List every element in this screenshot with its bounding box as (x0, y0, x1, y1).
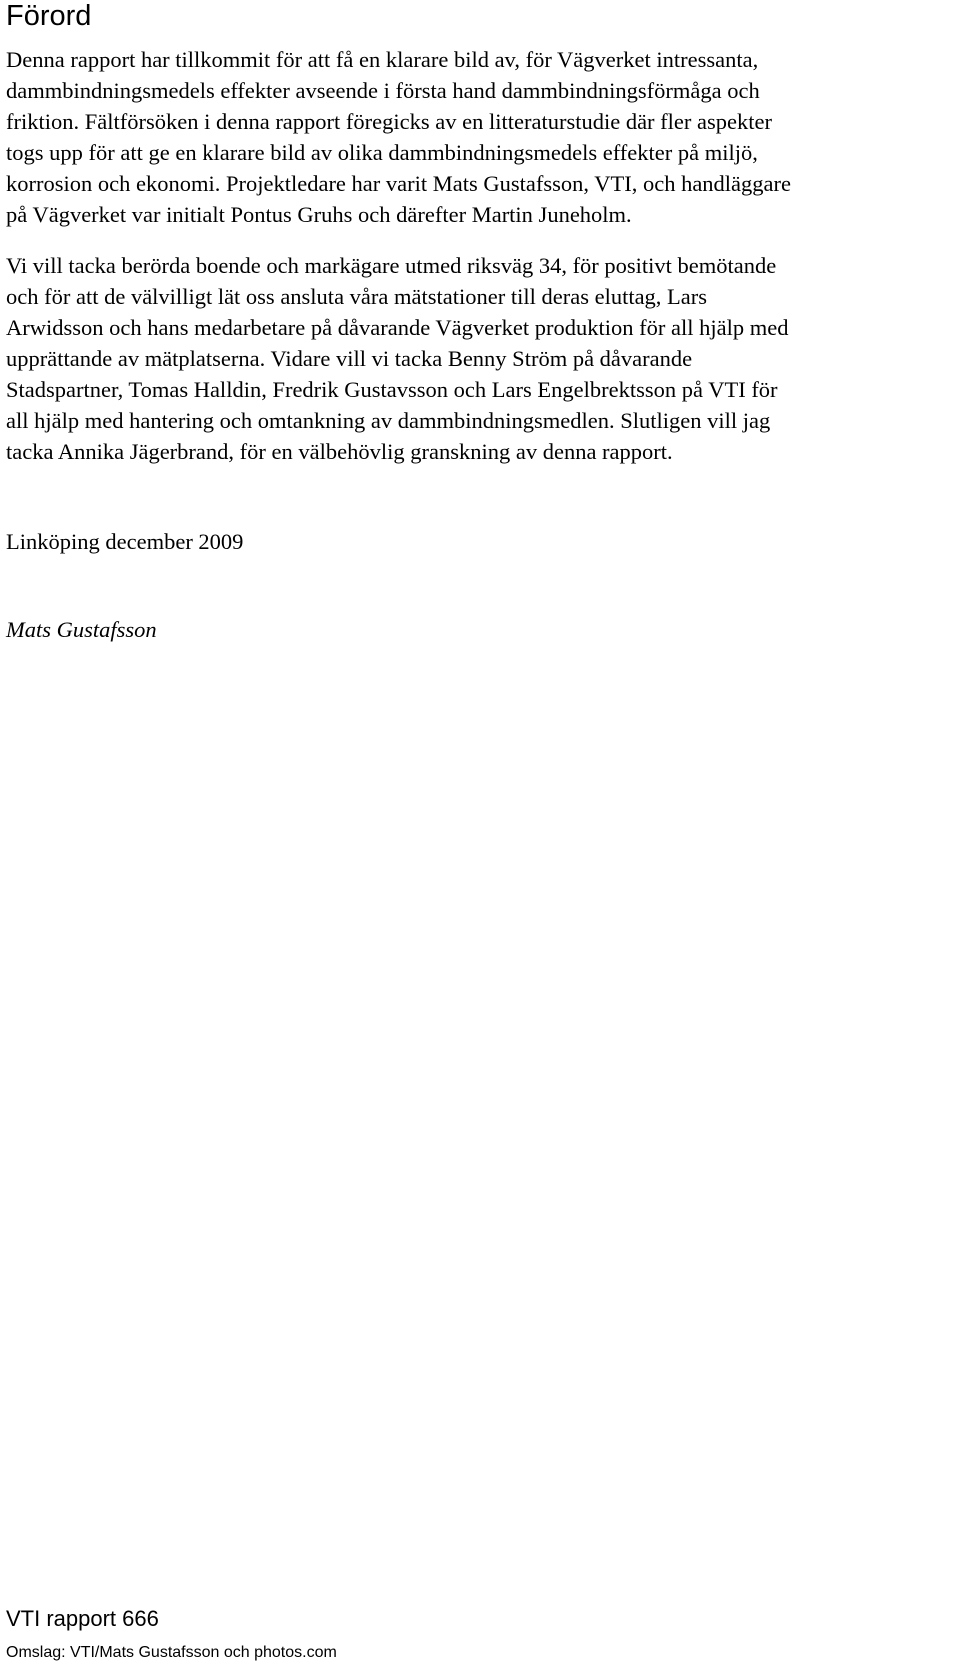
paragraph-line: korrosion och ekonomi. Projektledare har varit Mats Gustafsson, VTI, och handläggare (6, 171, 792, 196)
place-date: Linköping december 2009 (6, 529, 244, 554)
paragraph-line: på Vägverket var initialt Pontus Gruhs och därefter Martin Juneholm. (6, 202, 632, 227)
paragraph-line: togs upp för att ge en klarare bild av olika dammbindningsmedels effekter på miljö, (6, 140, 758, 165)
paragraph-line: och för att de välvilligt lät oss ansluta våra mätstationer till deras eluttag, Lars (6, 284, 708, 309)
paragraph-line: Vi vill tacka berörda boende och markägare utmed riksväg 34, för positivt bemötande (6, 253, 777, 278)
cover-credit: Omslag: VTI/Mats Gustafsson och photos.com (6, 1644, 337, 1661)
page-title: Förord (6, 0, 92, 32)
paragraph-line: tacka Annika Jägerbrand, för en välbehövlig granskning av denna rapport. (6, 439, 673, 464)
report-id: VTI rapport 666 (6, 1606, 159, 1631)
signature: Mats Gustafsson (6, 617, 157, 642)
paragraph-line: Arwidsson och hans medarbetare på dåvarande Vägverket produktion för all hjälp med (6, 315, 789, 340)
paragraph-line: friktion. Fältförsöken i denna rapport föregicks av en litteraturstudie där fler aspekter (6, 109, 772, 134)
paragraph-line: Denna rapport har tillkommit för att få en klarare bild av, för Vägverket intressanta, (6, 47, 759, 72)
paragraph-line: upprättande av mätplatserna. Vidare vill vi tacka Benny Ström på dåvarande (6, 346, 693, 371)
paragraph-intro (6, 44, 946, 230)
paragraph-acknowledgements (6, 250, 946, 467)
paragraph-line: Stadspartner, Tomas Halldin, Fredrik Gustavsson och Lars Engelbrektsson på VTI för (6, 377, 778, 402)
paragraph-line: all hjälp med hantering och omtankning av dammbindningsmedlen. Slutligen vill jag (6, 408, 771, 433)
paragraph-line: dammbindningsmedels effekter avseende i första hand dammbindningsförmåga och (6, 78, 760, 103)
